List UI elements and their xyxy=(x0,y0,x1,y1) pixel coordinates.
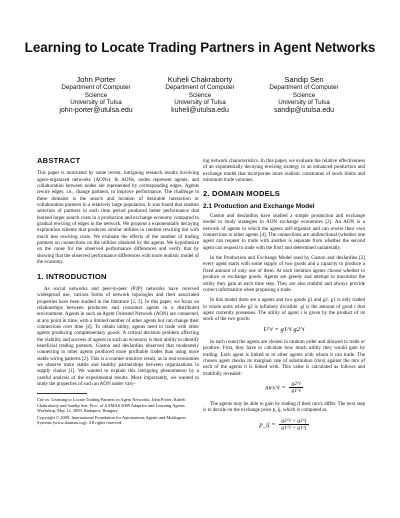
formula-lhs: mrs^i = xyxy=(265,384,286,392)
affiliation-line: Science xyxy=(84,91,108,99)
footnote xyxy=(37,397,199,425)
fraction xyxy=(289,381,302,395)
footnote-citation: Cite as: Learning to Locate Trading Partners in Agent Networks, John Porter, Kuheli Chakraborty and Sandip Sen, Proc. of AAMAS 2009 Adaptive and Learning Agents Workshop, May 12, 2009, Budapest, Hungary. xyxy=(37,397,186,414)
mrs-formula xyxy=(203,381,365,395)
paper-title: Learning to Locate Trading Partners in Agent Networks xyxy=(24,40,376,55)
author-email: john-porter@utulsa.edu xyxy=(59,106,133,114)
author-block xyxy=(44,75,356,115)
right-column xyxy=(203,158,365,438)
domain-paragraph: In the Production and Exchange Model used by Gaston and desJardins [2] every agent starts with some supply of two goods and a capacity to produce a fixed amount of only one of them. At each iteration agents choose whether to produce or exchange goods. Agents are greedy and attempt to maximize the utility they gain at each time step. They are also truthful and always provide correct information when proposing a trade. xyxy=(203,255,365,293)
affiliation-line: University of Tulsa xyxy=(278,99,330,107)
domain-paragraph: The agents may be able to gain by trading if their mrs's differ. The next step is to decide on the exchange price p_ij, which is computed as xyxy=(203,400,365,414)
author-name: Sandip Sen xyxy=(284,75,324,84)
author-email: sandip@utulsa.edu xyxy=(273,106,335,114)
author-email: kuheli@utulsa.edu xyxy=(171,106,229,114)
abstract-heading: ABSTRACT xyxy=(37,156,81,165)
numerator: g2^i + g2^j xyxy=(281,417,307,424)
affiliation-line: University of Tulsa xyxy=(70,99,122,107)
author-porter xyxy=(44,75,148,115)
utility-formula: U^i = g1^i g2^i xyxy=(263,325,305,333)
fraction xyxy=(279,418,308,432)
footnote-rule xyxy=(37,393,87,394)
domain-paragraph: In this model there are n agents and two goods g1 and g2. g1 is only traded in whole units while g2 is infinitely divisible. gi is the amount of good i that agent currently possesses. The utility of agent i is given by the product of its stock of the two goods: xyxy=(203,297,365,323)
subsection-heading: 2.1 Production and Exchange Model xyxy=(203,202,315,210)
left-column xyxy=(37,158,199,426)
author-chakraborty xyxy=(148,75,252,115)
denominator: g1^i xyxy=(291,388,301,395)
affiliation-line: Department of Computer xyxy=(61,84,131,91)
affiliation-line: Science xyxy=(188,91,212,99)
footnote-copyright: Copyright © 2009, International Foundation for Autonomous Agents and Multiagent Systems (www.ifaamas.org). All rights reserved. xyxy=(37,414,186,425)
affiliation-line: Science xyxy=(292,91,316,99)
affiliation-line: Department of Computer xyxy=(165,84,235,91)
author-name: Kuheli Chakraborty xyxy=(167,75,233,84)
intro-paragraph: As social networks and peer-to-peer (P2P) networks have received widespread use, various forms of network topologies and their associated properties have been studied in the literature [2, 3]. In this paper, we focus on relationships between producers and consumer agents in a distributed environment. Agents in such an Agent Oriented Network (AON) are connected, at any point in time, with a limited number of other agents but can change their connections over time [4]. To obtain utility, agents need to trade with other agents producing complementary goods. A critical decision problem affecting the viability and success of agents in such an economy is their ability to identify beneficial trading partners. Gaston and desJardins observed that moderately connecting to other agents produced more profitable trades than using more stable wiring patterns [2]. This is a counter-intuitive result, as in real economies we observe more stable and healthy partnerships between organizations in supply chains [1]. We wanted to explain this intriguing phenomenon by a careful analysis of the experimental results. More importantly, we wanted to study the properties of such an AON under vary- xyxy=(37,285,199,387)
domain-paragraph: In each round the agents are chosen in random order and allowed to trade or produce. First, they have to calculate how much utility they would gain by trading. Each agent is linked to m other agents with whom it can trade. The chosen agent checks its marginal rate of substitution (mrs) against the mrs of each of the agents it is linked with. This value is calculated as follows and truthfully revealed: xyxy=(203,338,365,377)
abstract-text: This paper is motivated by some recent, intriguing research results involving agent-organized networks (AONs). In AONs, nodes represent agents, and collaboration between nodes are represented by corresponding edges. Agents rewire edges, i.e., change partners, to improve performance. The challenge in these domains is the search and location of desirable interaction or collaboration partners in a relatively large population. It was found that random selection of partners in each time period produced better performance that learned larger search costs in a production and exchange economy compared to gradual rewiring of edges in the network. We propose a exponentially decaying exploration scheme that produces similar utilities to random rewiring but with much less rewiring costs. We evaluate the effects of the number of trading partners on connections on the utilities obtained by the agents. We hypothesize on the cause for the observed performance differences and verify that by showing that the observed performance differences with more realistic model of the economy. xyxy=(37,170,199,266)
intro-continuation: ing network characteristics. In this paper, we evaluate the relative effectiveness of an exponentially decaying rewiring strategy in an enhanced production and exchange model that incorporate more realistic constraints of stock limits and minimum trade volumes. xyxy=(203,158,365,184)
formula-lhs: p_ij = xyxy=(259,421,276,429)
domain-heading: 2. DOMAIN MODELS xyxy=(203,189,281,199)
author-sen xyxy=(252,75,356,115)
numerator: g2^i xyxy=(291,380,301,387)
denominator: g1^i + g1^j xyxy=(281,425,307,432)
price-formula xyxy=(203,418,365,432)
author-name: John Porter xyxy=(76,75,116,84)
affiliation-line: University of Tulsa xyxy=(174,99,226,107)
intro-heading: 1. INTRODUCTION xyxy=(37,271,107,281)
affiliation-line: Department of Computer xyxy=(269,84,339,91)
domain-paragraph: Gaston and desJardins have studied a simple production and exchange model to study strategies in AON exchange economies [2]. An AON is a network of agents in which the agents self-organize and can rewire their own connections to other agents [4]. The connections are undirectional (whether one agent can request to trade with another is separate from whether the second agent can request to trade with the first) and determined unilaterally. xyxy=(203,213,365,251)
